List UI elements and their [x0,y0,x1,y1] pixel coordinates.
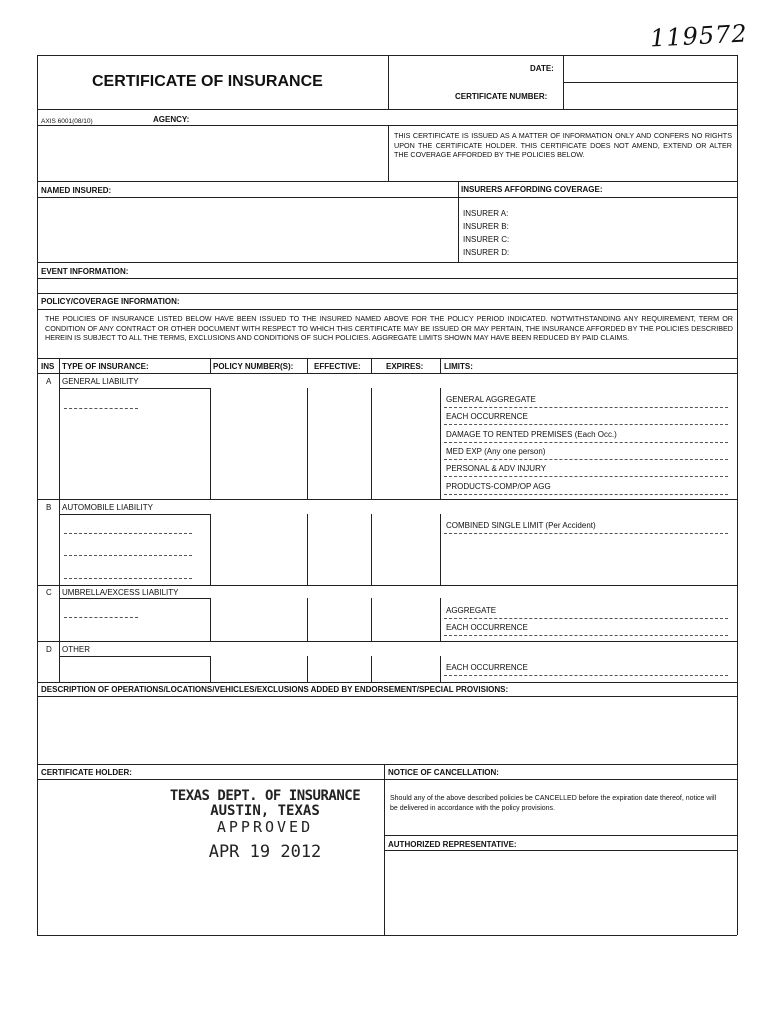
limit-line-a1 [444,407,728,408]
form-top-border [37,55,737,56]
agency-section-bottom [37,181,737,182]
coverage-b-type: AUTOMOBILE LIABILITY [62,503,153,512]
limit-each-occurrence-d: EACH OCCURRENCE [446,663,528,672]
insurer-b-label: INSURER B: [463,222,509,231]
coverage-a-letter: A [46,377,52,386]
authorized-representative-field[interactable] [387,853,734,931]
coverage-c-sep-type [210,598,211,641]
insurer-c-label: INSURER C: [463,235,510,244]
header-sep-expires [440,358,441,373]
coverage-b-policy-number-field[interactable] [212,516,305,582]
coverage-c-sep-effective [371,598,372,641]
coverage-d-type: OTHER [62,645,90,654]
coverage-b-option-line-2 [64,555,192,556]
column-effective: EFFECTIVE: [314,362,361,371]
insured-label-line [37,197,737,198]
limit-line-a5 [444,476,728,477]
coverage-d-effective-field[interactable] [309,658,369,680]
certificate-number-field[interactable] [565,84,735,108]
coverage-a-sep-policy [307,388,308,499]
insurer-d-label: INSURER D: [463,248,510,257]
coverage-b-effective-field[interactable] [309,516,369,582]
description-field[interactable] [40,699,734,761]
column-expires: EXPIRES: [386,362,424,371]
header-sep-policy [307,358,308,373]
coverage-c-type: UMBRELLA/EXCESS LIABILITY [62,588,179,597]
coverage-c-letter: C [46,588,52,597]
agency-label: AGENCY: [153,115,190,124]
certificate-holder-label: CERTIFICATE HOLDER: [41,768,132,777]
columns-bottom-line [37,373,737,374]
insurers-label: INSURERS AFFORDING COVERAGE: [461,185,603,194]
holder-label-line [37,779,384,780]
event-information-field[interactable] [40,280,734,290]
coverage-d-sep-effective [371,656,372,682]
limit-line-d1 [444,675,728,676]
column-limits: LIMITS: [444,362,473,371]
insured-section-bottom [37,262,737,263]
coverage-d-policy-number-field[interactable] [212,658,305,680]
limit-med-exp: MED EXP (Any one person) [446,447,546,456]
coverage-c-expires-field[interactable] [373,600,438,638]
coverage-b-sep-policy [307,514,308,585]
agency-field[interactable] [40,128,385,178]
coverage-d-expires-field[interactable] [373,658,438,680]
coverage-a-sep-effective [371,388,372,499]
header-sep-ins [59,358,60,373]
coverage-a-title-line [59,388,210,389]
limit-each-occurrence-c: EACH OCCURRENCE [446,623,528,632]
event-information-label: EVENT INFORMATION: [41,267,129,276]
named-insured-label: NAMED INSURED: [41,186,112,195]
coverage-b-sep-expires [440,514,441,585]
limit-line-a6 [444,494,728,495]
coverage-a-effective-field[interactable] [309,390,369,496]
form-right-border [737,55,738,935]
limit-aggregate: AGGREGATE [446,606,497,615]
stamp-line-2: AUSTIN, TEXAS [210,803,320,819]
limit-combined-single-limit: COMBINED SINGLE LIMIT (Per Accident) [446,521,596,530]
event-label-line [37,278,737,279]
coverage-a-sep-expires [440,388,441,499]
stamp-line-3: APPROVED [216,818,314,836]
coverage-c-option-line [64,617,138,618]
description-bottom [37,764,737,765]
coverage-c-title-line [59,598,210,599]
handwritten-number: 119572 [649,19,749,53]
form-bottom-border [37,935,737,936]
agency-row-line [37,125,737,126]
coverage-d-bottom [37,682,737,683]
stamp-line-1: TEXAS DEPT. OF INSURANCE [169,788,361,804]
coverage-c-sep-expires [440,598,441,641]
policy-notice: THE POLICIES OF INSURANCE LISTED BELOW HAVE BEEN ISSUED TO THE INSURED NAMED ABOVE FOR THE POLICY PERIOD INDICATED. NOTWITHSTANDING ANY REQUIREMENT, TERM OR CONDITION OF ANY CONTRACT OR OTHER DOCUMENT WITH RESPECT TO WHICH THIS CERTIFICATE MAY BE ISSUED OR MAY PERTAIN, THE INSURANCE AFFORDED BY THE POLICIES DESCRIBED HEREIN IS SUBJECT TO ALL THE TERMS, EXCLUSIONS AND CONDITIONS OF SUCH POLICIES. AGGREGATE LIMITS SHOWN MAY HAVE BEEN REDUCED BY PAID CLAIMS. [45,314,733,343]
coverage-b-expires-field[interactable] [373,516,438,582]
coverage-a-type: GENERAL LIABILITY [62,377,139,386]
coverage-b-letter: B [46,503,52,512]
description-label: DESCRIPTION OF OPERATIONS/LOCATIONS/VEHICLES/EXCLUSIONS ADDED BY ENDORSEMENT/SPECIAL PROVISIONS: [41,685,509,694]
coverage-d-letter: D [46,645,52,654]
coverage-d-sep-policy [307,656,308,682]
stamp-line-4: APR 19 2012 [208,842,322,862]
coverage-c-sep-policy [307,598,308,641]
header-sep-type [210,358,211,373]
coverage-a-option-line [64,408,138,409]
date-field[interactable] [565,57,735,81]
authorized-label-line [384,850,737,851]
cancellation-text: Should any of the above described policies be CANCELLED before the expiration date thereof, notice will be delivered in accordance with the policy provisions. [390,795,717,812]
insured-insurers-divider [458,181,459,262]
coverage-a-sep-type [210,388,211,499]
coverage-d-title-line [59,656,210,657]
coverage-b-sep-type [210,514,211,585]
agency-disclaimer-divider [388,125,389,181]
form-title: CERTIFICATE OF INSURANCE [92,73,323,90]
limit-line-a4 [444,459,728,460]
columns-top-line [37,358,737,359]
approval-stamp [160,788,370,864]
description-label-line [37,696,737,697]
coverage-d-sep-expires [440,656,441,682]
limit-each-occurrence-a: EACH OCCURRENCE [446,412,528,421]
coverage-b-sep-effective [371,514,372,585]
coverage-c-bottom [37,641,737,642]
limit-products-comp-op-agg: PRODUCTS-COMP/OP AGG [446,482,551,491]
header-sep-effective [371,358,372,373]
policy-label-line [37,309,737,310]
limit-line-a2 [444,424,728,425]
form-code: AXIS 6001(08/10) [41,118,93,125]
coverage-b-title-line [59,514,210,515]
named-insured-field[interactable] [40,200,455,258]
column-policy-numbers: POLICY NUMBER(S): [213,362,294,371]
header-bottom-line [37,109,737,110]
insurer-a-label: INSURER A: [463,209,509,218]
policy-coverage-label: POLICY/COVERAGE INFORMATION: [41,297,180,306]
coverage-a-expires-field[interactable] [373,390,438,496]
title-divider [388,55,389,109]
limit-line-c2 [444,635,728,636]
authorized-representative-label: AUTHORIZED REPRESENTATIVE: [388,840,517,849]
cancellation-label: NOTICE OF CANCELLATION: [388,768,499,777]
limit-line-a3 [444,442,728,443]
date-row-line [563,82,737,83]
column-type-of-insurance: TYPE OF INSURANCE: [62,362,149,371]
coverage-b-bottom [37,585,737,586]
limit-general-aggregate: GENERAL AGGREGATE [446,395,536,404]
limit-line-b1 [444,533,728,534]
event-section-bottom [37,293,737,294]
coverage-a-policy-number-field[interactable] [212,390,305,496]
limit-personal-adv-injury: PERSONAL & ADV INJURY [446,464,547,473]
coverage-c-effective-field[interactable] [309,600,369,638]
certificate-disclaimer: THIS CERTIFICATE IS ISSUED AS A MATTER OF INFORMATION ONLY AND CONFERS NO RIGHTS UPON THE CERTIFICATE HOLDER. THIS CERTIFICATE DOES NOT AMEND, EXTEND OR ALTER THE COVERAGE AFFORDED BY THE POLICIES BELOW. [394,131,732,160]
certificate-number-label: CERTIFICATE NUMBER: [455,92,548,101]
coverage-b-option-line-3 [64,578,192,579]
form-left-border [37,55,38,935]
limit-damage-rented-premises: DAMAGE TO RENTED PREMISES (Each Occ.) [446,430,617,439]
cancellation-bottom [384,835,737,836]
column-ins: INS [41,362,55,371]
coverage-c-policy-number-field[interactable] [212,600,305,638]
coverage-d-sep-type [210,656,211,682]
date-label: DATE: [530,64,554,73]
coverage-a-bottom [37,499,737,500]
limit-line-c1 [444,618,728,619]
ins-column-line [59,373,60,682]
cancellation-label-line [384,779,737,780]
coverage-b-option-line-1 [64,533,192,534]
